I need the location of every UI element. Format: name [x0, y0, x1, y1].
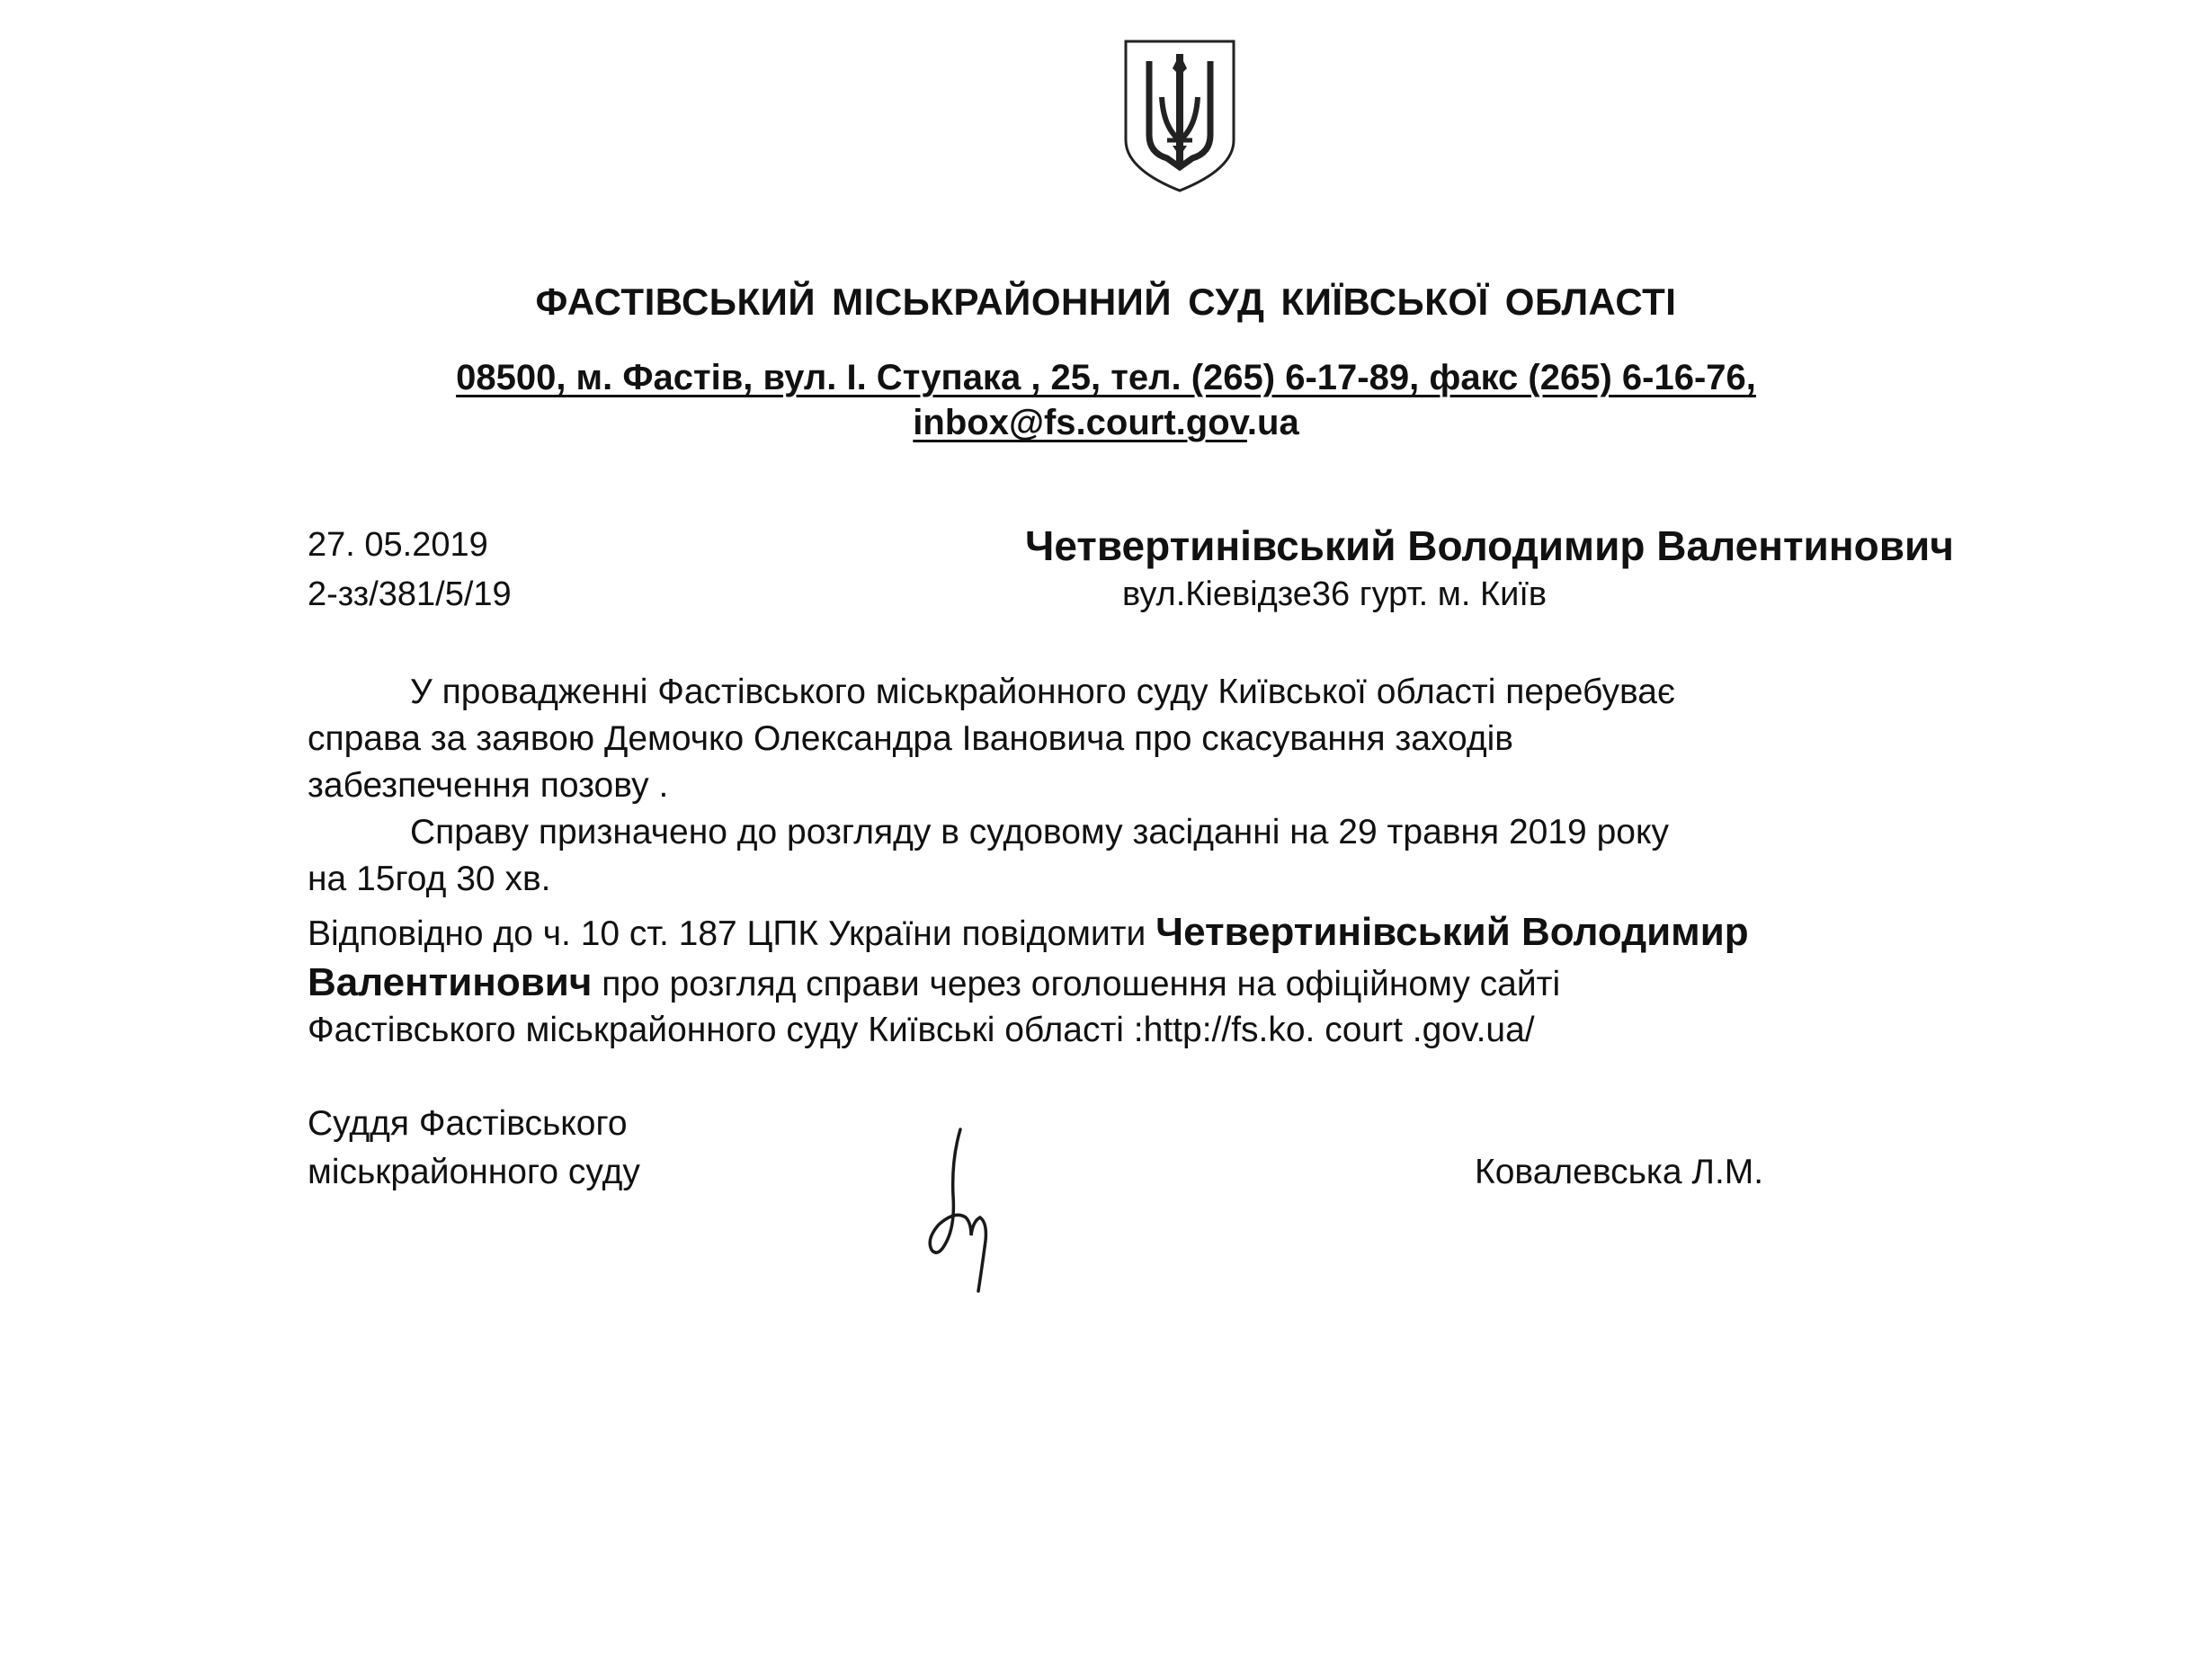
- judge-name: Ковалевська Л.М.: [1475, 1153, 1764, 1191]
- court-email-link[interactable]: inbox@fs.court.gov: [913, 403, 1247, 442]
- body-p1-line3: забезпечення позову .: [308, 766, 669, 805]
- court-email-line: [0, 403, 2212, 443]
- body-p2-line2: на 15год 30 хв.: [308, 860, 551, 898]
- court-address-line: 08500, м. Фастів, вул. І. Ступака , 25, тел. (265) 6-17-89, факс (265) 6-16-76,: [456, 358, 1756, 397]
- body-p3-addressee-name: Четвертинівський Володимир: [1155, 910, 1749, 954]
- body-p1-line2: справа за заявою Демочко Олександра Івановича про скасування заходів: [308, 719, 1514, 758]
- judge-position-line2: міськрайонного суду: [308, 1153, 640, 1191]
- coat-of-arms-icon: [1108, 34, 1252, 196]
- judge-position-line1: Суддя Фастівського: [308, 1104, 628, 1143]
- signature-icon: [908, 1124, 1007, 1295]
- body-p3-addressee-patronymic: Валентинович: [308, 960, 593, 1004]
- court-address: [0, 358, 2212, 398]
- body-p3-line1: [308, 910, 1749, 955]
- body-p2-line1: Справу призначено до розгляду в судовому засіданні на 29 травня 2019 року: [410, 813, 1669, 851]
- document-date: 27. 05.2019: [308, 526, 488, 564]
- body-p3-line1-text: Відповідно до ч. 10 ст. 187 ЦПК України повідомити: [308, 914, 1156, 953]
- body-p3-line2-text: про розгляд справи через оголошення на офіційному сайті: [592, 965, 1561, 1003]
- court-name-heading: ФАСТІВСЬКИЙ МІСЬКРАЙОННИЙ СУД КИЇВСЬКОЇ ОБЛАСТІ: [535, 281, 1677, 323]
- body-p1-line1: У провадженні Фастівського міськрайонного суду Київської області перебуває: [410, 673, 1675, 711]
- addressee-address: вул.Кіевідзе36 гурт. м. Київ: [1122, 575, 1548, 613]
- body-p3-line2: [308, 960, 1560, 1005]
- addressee-name: Четвертинівський Володимир Валентинович: [1025, 522, 1954, 569]
- court-email-suffix: .ua: [1246, 403, 1299, 442]
- case-number: 2-зз/381/5/19: [308, 575, 512, 613]
- body-p3-line3: Фастівського міськрайонного суду Київські області :http://fs.ko. court .gov.ua/: [308, 1011, 1535, 1049]
